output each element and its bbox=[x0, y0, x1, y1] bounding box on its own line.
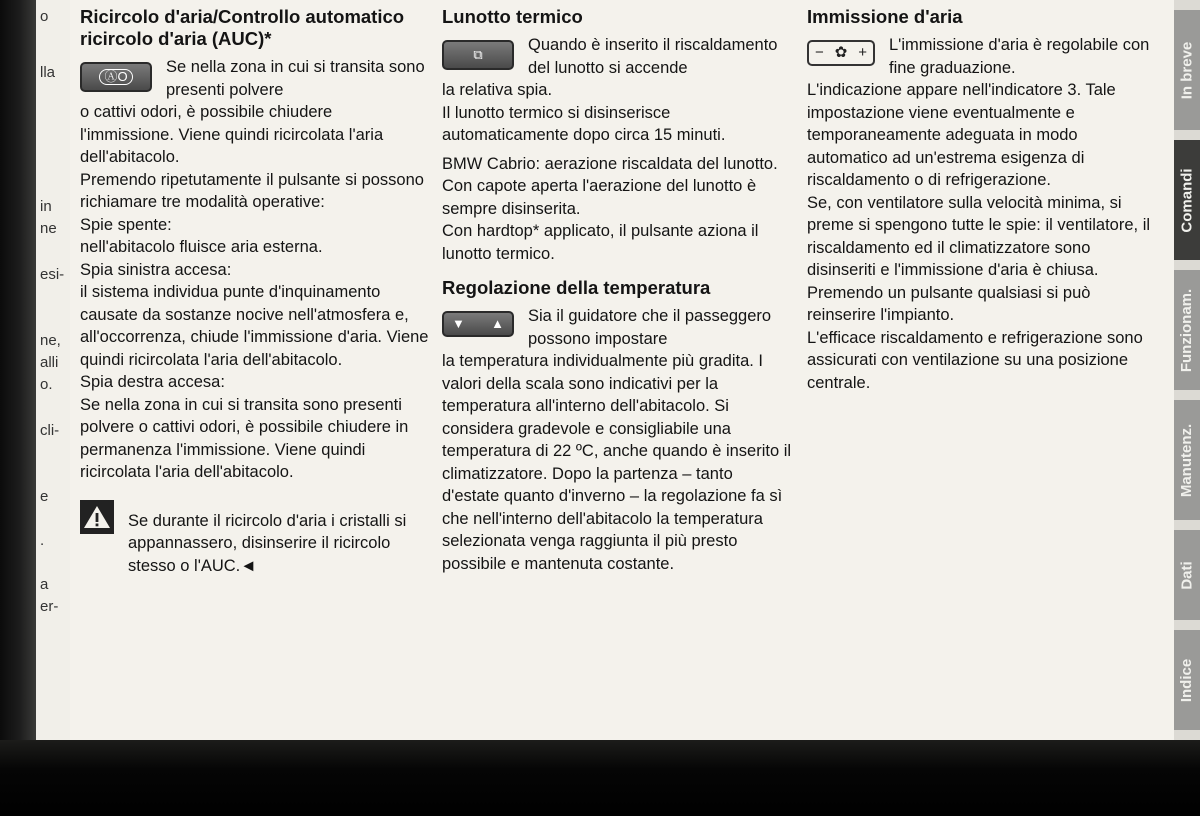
prev-fragment: o. bbox=[40, 376, 53, 393]
recirculation-intro: Se nella zona in cui si transita sono presenti polvere bbox=[166, 58, 425, 99]
air-intake-intro: L'immissione d'aria è regolabile con fine graduazione. bbox=[889, 36, 1150, 77]
paragraph: Spia sinistra accesa: bbox=[80, 260, 232, 279]
air-intake-button-icon: − ✿ + bbox=[807, 40, 875, 66]
warning-text: Se durante il ricircolo d'aria i cristalli si appannassero, disinserire il ricircolo stesso o l'AUC.◄ bbox=[128, 511, 407, 575]
paragraph: L'indicazione appare nell'indicatore 3. Tale impostazione viene eventualmente e temporaneamente adeguata in modo automatico ad un'estrema esigenza di riscaldamento o di refrigerazione. bbox=[807, 81, 1116, 189]
auc-button-icon: ⒶO bbox=[80, 62, 152, 92]
prev-fragment: in bbox=[40, 198, 52, 215]
prev-fragment: lla bbox=[40, 64, 56, 81]
previous-page-edge bbox=[36, 0, 70, 740]
prev-fragment: o bbox=[40, 8, 49, 25]
paragraph: il sistema individua punte d'inquinamento causate da sostanze nocive nell'atmosfera e, all'occorrenza, chiude l'immissione d'aria. Viene quindi ricircolata l'aria dell'abitacolo. bbox=[80, 283, 429, 369]
temperature-intro: Sia il guidatore che il passeggero possono impostare bbox=[528, 307, 772, 348]
prev-fragment: e bbox=[40, 488, 49, 505]
bottom-shadow bbox=[0, 740, 1200, 816]
warning-icon bbox=[80, 500, 114, 534]
tab-in-breve[interactable]: In breve bbox=[1174, 10, 1200, 130]
prev-fragment: er- bbox=[40, 598, 59, 615]
paragraph: Con hardtop* applicato, il pulsante aziona il lunotto termico. bbox=[442, 222, 759, 263]
section-title-air-intake: Immissione d'aria bbox=[807, 6, 963, 27]
paragraph: BMW Cabrio: aerazione riscaldata del lunotto. bbox=[442, 154, 778, 173]
column-rear-window-and-temperature bbox=[442, 6, 794, 575]
column-air-recirculation bbox=[80, 6, 430, 577]
tab-indice[interactable]: Indice bbox=[1174, 630, 1200, 730]
chapter-tabs bbox=[1174, 0, 1200, 740]
paragraph: la relativa spia. bbox=[442, 81, 553, 99]
tab-comandi[interactable]: Comandi bbox=[1174, 140, 1200, 260]
section-title-recirculation: Ricircolo d'aria/Controllo automatico ricircolo d'aria (AUC)* bbox=[80, 6, 405, 49]
paragraph: Premendo ripetutamente il pulsante si possono richiamare tre modalità operative: bbox=[80, 170, 424, 211]
tab-funzionamento[interactable]: Funzionam. bbox=[1174, 270, 1200, 390]
tab-dati[interactable]: Dati bbox=[1174, 530, 1200, 620]
paragraph: Con capote aperta l'aerazione del lunotto è sempre disinserita. bbox=[442, 177, 757, 218]
prev-fragment: a bbox=[40, 576, 49, 593]
paragraph: nell'abitacolo fluisce aria esterna. bbox=[80, 238, 323, 256]
paragraph: Se nella zona in cui si transita sono presenti polvere o cattivi odori, è possibile chiudere in permanenza l'immissione. Viene quindi ricircolata l'aria dell'abitacolo. bbox=[80, 395, 409, 481]
section-title-rear-window-heater: Lunotto termico bbox=[442, 6, 583, 27]
prev-fragment: . bbox=[40, 532, 45, 549]
rear-window-intro: Quando è inserito il riscaldamento del lunotto si accende bbox=[528, 36, 778, 77]
book-binding-shadow bbox=[0, 0, 36, 740]
prev-fragment: alli bbox=[40, 354, 59, 371]
paragraph: Il lunotto termico si disinserisce automaticamente dopo circa 15 minuti. bbox=[442, 103, 726, 144]
tab-manutenzione[interactable]: Manutenz. bbox=[1174, 400, 1200, 520]
paragraph: Spia destra accesa: bbox=[80, 373, 225, 391]
paragraph: o cattivi odori, è possibile chiudere l'immissione. Viene quindi ricircolata l'aria dell'abitacolo. bbox=[80, 103, 384, 166]
paragraph: Se, con ventilatore sulla velocità minima, si preme si spengono tutte le spie: il ventilatore, il riscaldamento ed il climatizzatore sono disinseriti e l'immissione d'aria è chiusa. bbox=[807, 193, 1151, 279]
prev-fragment: cli- bbox=[40, 422, 60, 439]
paragraph: Spie spente: bbox=[80, 215, 172, 234]
temperature-button-icon: ▼ ▲ bbox=[442, 311, 514, 337]
section-title-temperature: Regolazione della temperatura bbox=[442, 277, 711, 298]
prev-fragment: esi- bbox=[40, 266, 65, 283]
paragraph: L'efficace riscaldamento e refrigerazione sono assicurati con ventilazione su una posizione centrale. bbox=[807, 328, 1143, 392]
rear-defrost-button-icon: ⧉ bbox=[442, 40, 514, 70]
prev-fragment: ne bbox=[40, 220, 57, 237]
prev-fragment: ne, bbox=[40, 332, 61, 349]
paragraph: la temperatura individualmente più gradita. I valori della scala sono indicativi per la temperatura all'interno dell'abitacolo. Si considera gradevole e consigliabile una temperatura di 22 ºC, anche quando è inserito il climatizzatore. Dopo la partenza – tanto d'estate quanto d'inverno – la regolazione fa sì che nell'interno dell'abitacolo la temperatura selezionata venga raggiunta il più presto possibile e mantenuta costante. bbox=[442, 352, 792, 573]
column-air-intake bbox=[807, 6, 1157, 394]
manual-page bbox=[70, 0, 1174, 740]
paragraph: Premendo un pulsante qualsiasi si può reinserire l'impianto. bbox=[807, 283, 1091, 324]
